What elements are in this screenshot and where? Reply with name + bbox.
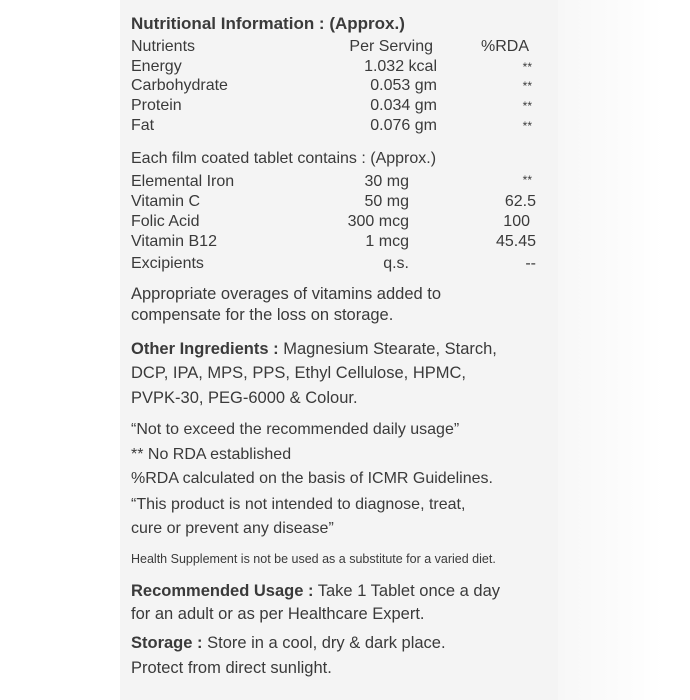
ingredient-name: Vitamin B12 <box>131 233 217 250</box>
other-ingredients-label: Other Ingredients : <box>131 340 279 358</box>
other-ingredients-line-1 <box>131 340 497 359</box>
column-per-serving: Per Serving <box>349 38 433 55</box>
disclaimer-line-2: cure or prevent any disease” <box>131 520 334 537</box>
nutrient-name: Protein <box>131 97 182 114</box>
overages-line-2: compensate for the loss on storage. <box>131 306 394 324</box>
nutrition-heading: Nutritional Information : (Approx.) <box>131 14 405 33</box>
nutrient-name: Carbohydrate <box>131 77 228 94</box>
recommended-usage-text: Take 1 Tablet once a day <box>313 582 500 600</box>
nutrient-rda: ** <box>522 60 532 74</box>
health-supplement-note: Health Supplement is not be used as a substitute for a varied diet. <box>131 552 496 566</box>
no-rda-note: ** No RDA established <box>131 446 292 463</box>
ingredient-name: Vitamin C <box>131 193 201 210</box>
storage-text: Store in a cool, dry & dark place. <box>202 634 446 652</box>
nutrient-name: Fat <box>131 117 155 134</box>
ingredient-amount: q.s. <box>383 255 409 272</box>
nutrient-serving: 1.032 kcal <box>364 58 437 75</box>
nutrient-serving: 0.053 gm <box>370 77 437 94</box>
rda-basis-note: %RDA calculated on the basis of ICMR Guidelines. <box>131 470 493 487</box>
ingredient-name: Folic Acid <box>131 213 200 230</box>
nutrient-serving: 0.034 gm <box>370 97 437 114</box>
ingredient-name: Elemental Iron <box>131 173 235 190</box>
other-ingredients-line-2: DCP, IPA, MPS, PPS, Ethyl Cellulose, HPMC, <box>131 364 466 382</box>
ingredient-amount: 50 mg <box>364 193 409 210</box>
recommended-usage-label: Recommended Usage : <box>131 582 314 600</box>
storage-label: Storage : <box>131 634 203 652</box>
ingredient-rda: 45.45 <box>495 233 536 250</box>
nutrient-rda: ** <box>522 79 532 93</box>
ingredient-rda: -- <box>525 255 536 272</box>
recommended-usage-line-1 <box>131 582 500 601</box>
overages-line-1: Appropriate overages of vitamins added to <box>131 285 442 303</box>
nutrient-serving: 0.076 gm <box>370 117 437 134</box>
ingredient-amount: 30 mg <box>364 173 409 190</box>
ingredient-name: Excipients <box>131 255 204 272</box>
ingredient-amount: 1 mcg <box>365 233 409 250</box>
nutrient-name: Energy <box>131 58 182 75</box>
nutrient-rda: ** <box>522 119 532 133</box>
nutrient-rda: ** <box>522 99 532 113</box>
disclaimer-line-1: “This product is not intended to diagnose, treat, <box>131 496 466 513</box>
column-nutrients: Nutrients <box>131 38 196 55</box>
column-rda: %RDA <box>480 38 529 55</box>
recommended-usage-line-2: for an adult or as per Healthcare Expert. <box>131 605 425 623</box>
ingredient-rda: 100 <box>503 213 530 230</box>
other-ingredients-line-3: PVPK-30, PEG-6000 & Colour. <box>131 389 358 407</box>
ingredient-amount: 300 mcg <box>347 213 409 230</box>
storage-line-2: Protect from direct sunlight. <box>131 659 332 677</box>
ingredient-rda: 62.5 <box>504 193 536 210</box>
ingredient-rda: ** <box>522 173 532 187</box>
tablet-intro: Each film coated tablet contains : (Approx.) <box>131 150 437 167</box>
other-ingredients-text: Magnesium Stearate, Starch, <box>278 340 497 358</box>
storage-line-1 <box>131 634 446 653</box>
not-exceed-note: “Not to exceed the recommended daily usage” <box>131 421 460 438</box>
